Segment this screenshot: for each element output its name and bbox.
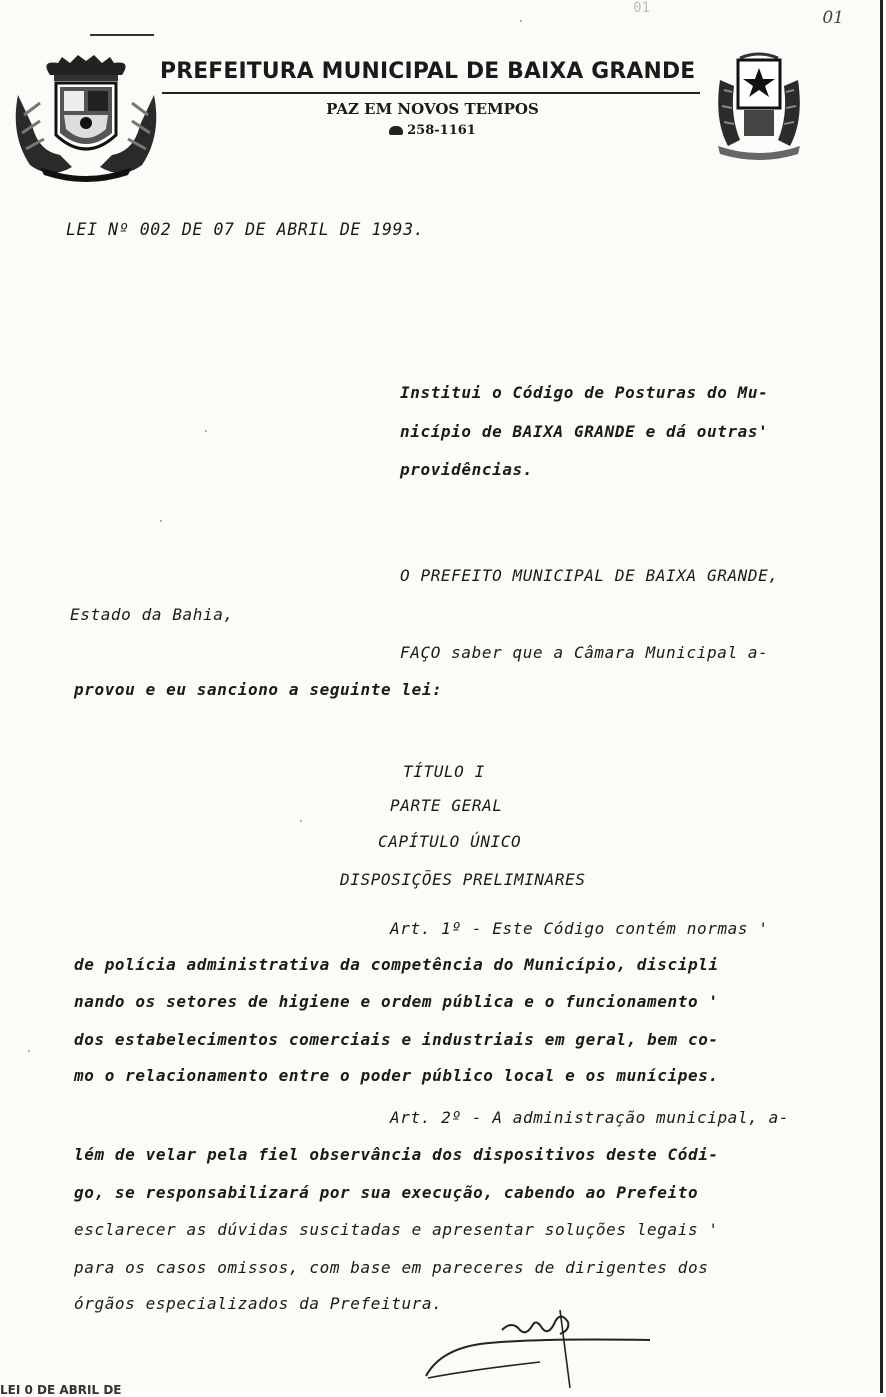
- municipal-coat-of-arms-logo: [10, 55, 162, 183]
- article-1-line-3: nando os setores de higiene e ordem pública e o funcionamento ': [74, 992, 719, 1011]
- preamble-line-2: Estado da Bahia,: [70, 605, 234, 624]
- article-1-line-5: mo o relacionamento entre o poder público local e os munícipes.: [74, 1066, 719, 1085]
- footer-cut-text: LEI 0 DE ABRIL DE: [0, 1383, 122, 1397]
- heading-capitulo: CAPÍTULO ÚNICO: [378, 832, 522, 851]
- ementa-line-2: nicípio de BAIXA GRANDE e dá outras': [400, 422, 769, 441]
- telephone-icon: [389, 126, 403, 135]
- preamble-line-1: O PREFEITO MUNICIPAL DE BAIXA GRANDE,: [400, 566, 779, 585]
- heading-disposicoes: DISPOSIÇÕES PRELIMINARES: [340, 870, 586, 889]
- ementa-line-1: Institui o Código de Posturas do Mu-: [400, 383, 769, 402]
- ementa-line-3: providências.: [400, 460, 534, 479]
- handwritten-signature: [420, 1300, 660, 1390]
- paper-speck: [205, 430, 207, 432]
- article-1-line-1: Art. 1º - Este Código contém normas ': [390, 919, 769, 938]
- paper-speck: [28, 1050, 30, 1052]
- page-number-faint: 01: [633, 0, 650, 16]
- preamble-line-3: FAÇO saber que a Câmara Municipal a-: [400, 643, 769, 662]
- header-phone: [160, 123, 705, 138]
- state-seal-logo: [710, 50, 808, 160]
- heading-titulo: TÍTULO I: [403, 762, 485, 781]
- header-motto: PAZ EM NOVOS TEMPOS: [326, 100, 539, 118]
- article-2-line-3: go, se responsabilizará por sua execução, cabendo ao Prefeito: [74, 1183, 699, 1202]
- header-title: PREFEITURA MUNICIPAL DE BAIXA GRANDE: [160, 58, 696, 84]
- article-1-line-4: dos estabelecimentos comerciais e industriais em geral, bem co-: [74, 1030, 719, 1049]
- paper-speck: [160, 520, 162, 522]
- article-2-line-1: Art. 2º - A administração municipal, a-: [390, 1108, 790, 1127]
- law-title: LEI Nº 002 DE 07 DE ABRIL DE 1993.: [66, 220, 425, 239]
- paper-speck: [520, 20, 522, 22]
- heading-parte: PARTE GERAL: [390, 796, 503, 815]
- article-2-line-5: para os casos omissos, com base em pareceres de dirigentes dos: [74, 1258, 709, 1277]
- preamble-line-4: provou e eu sanciono a seguinte lei:: [74, 680, 443, 699]
- header-rule: [162, 92, 700, 94]
- article-1-line-2: de polícia administrativa da competência do Município, discipli: [74, 955, 719, 974]
- header-phone-number: 258-1161: [407, 123, 476, 138]
- page-number: 01: [822, 8, 844, 28]
- article-2-line-2: lém de velar pela fiel observância dos dispositivos deste Códi-: [74, 1145, 719, 1164]
- article-2-line-4: esclarecer as dúvidas suscitadas e apresentar soluções legais ': [74, 1220, 719, 1239]
- article-2-line-6: órgãos especializados da Prefeitura.: [74, 1294, 443, 1313]
- paper-speck: [300, 820, 302, 822]
- top-mark: [90, 34, 154, 42]
